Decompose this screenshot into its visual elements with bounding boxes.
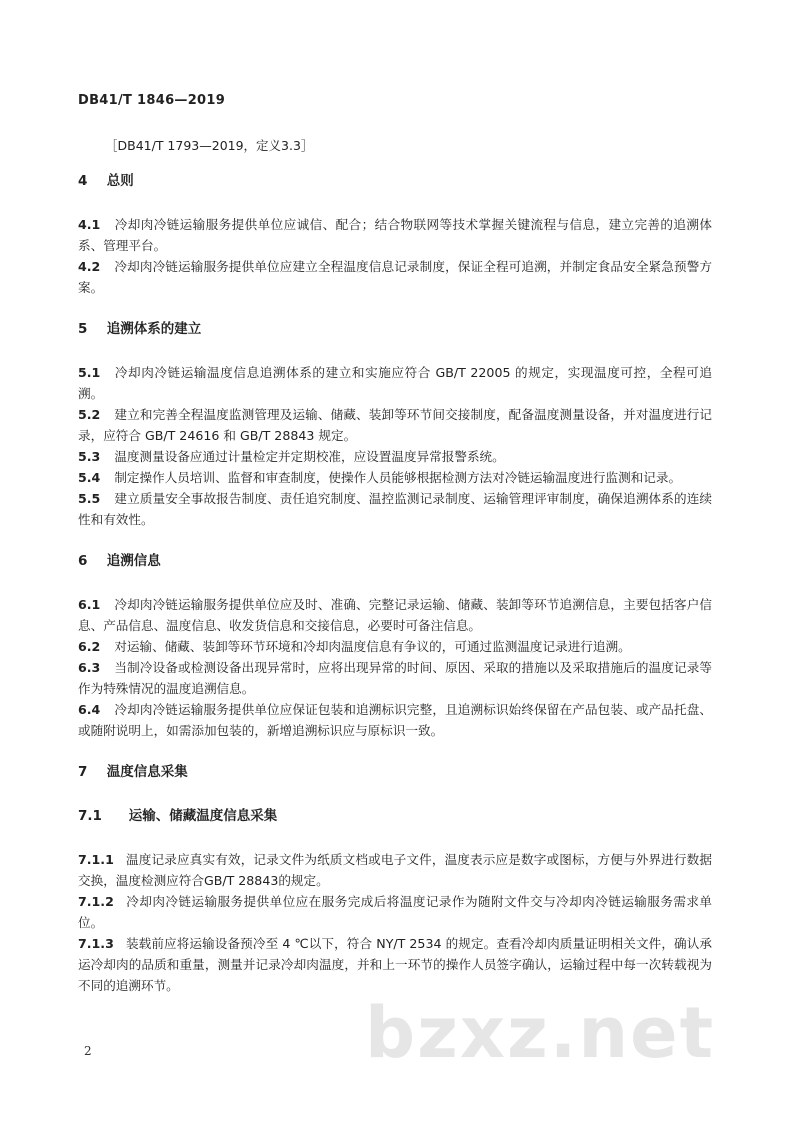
watermark: bzxz.net — [365, 992, 716, 1074]
page-number: 2 — [84, 1044, 92, 1058]
section-title: 追溯体系的建立 — [106, 321, 202, 337]
section-number: 7.1 — [78, 808, 102, 824]
section-heading-7-1 — [78, 805, 712, 827]
section-number: 6 — [78, 553, 88, 569]
clause-4-1: 4.1 冷却肉冷链运输服务提供单位应诚信、配合；结合物联网等技术掌握关键流程与信息，建立完善的追溯体系、管理平台。 — [78, 217, 712, 253]
clause-6-1: 6.1 冷却肉冷链运输服务提供单位应及时、准确、完整记录运输、储藏、装卸等环节追溯信息，主要包括客户信息、产品信息、温度信息、收发货信息和交接信息，必要时可备注信息。 — [78, 597, 712, 633]
clause-7-1-3: 7.1.3 装载前应将运输设备预冷至 4 ℃以下，符合 NY/T 2534 的规定。查看冷却肉质量证明相关文件，确认承运冷却肉的品质和重量，测量并记录冷却肉温度，并和上一环节的操作人员签字确认，运输过程中每一次转载视为不同的追溯环节。 — [78, 936, 712, 993]
document-code: DB41/T 1846—2019 — [78, 93, 226, 108]
section-heading-7 — [78, 761, 712, 783]
clause-7-1-2: 7.1.2 冷却肉冷链运输服务提供单位应在服务完成后将温度记录作为随附文件交与冷却肉冷链运输服务需求单位。 — [78, 894, 712, 930]
section-title: 追溯信息 — [106, 553, 161, 569]
definition-reference: ［DB41/T 1793—2019，定义3.3］ — [105, 138, 314, 153]
clause-5-3: 5.3 温度测量设备应通过计量检定并定期校准，应设置温度异常报警系统。 — [78, 449, 505, 464]
section-heading-6 — [78, 550, 712, 572]
section-title: 温度信息采集 — [106, 764, 188, 780]
document-body — [78, 170, 712, 996]
clause-5-1: 5.1 冷却肉冷链运输温度信息追溯体系的建立和实施应符合 GB/T 22005 的规定，实现温度可控，全程可追溯。 — [78, 365, 712, 401]
section-title: 总则 — [106, 173, 134, 189]
section-number: 7 — [78, 764, 88, 780]
clause-5-5: 5.5 建立质量安全事故报告制度、责任追究制度、温控监测记录制度、运输管理评审制度，确保追溯体系的连续性和有效性。 — [78, 491, 712, 527]
clause-5-4: 5.4 制定操作人员培训、监督和审查制度，使操作人员能够根据检测方法对冷链运输温度进行监测和记录。 — [78, 470, 682, 485]
clause-6-3: 6.3 当制冷设备或检测设备出现异常时，应将出现异常的时间、原因、采取的措施以及采取措施后的温度记录等作为特殊情况的温度追溯信息。 — [78, 660, 712, 696]
section-title: 运输、储藏温度信息采集 — [128, 808, 278, 824]
clause-7-1-1: 7.1.1 温度记录应真实有效，记录文件为纸质文档或电子文件，温度表示应是数字或图标，方便与外界进行数据交换，温度检测应符合GB/T 28843的规定。 — [78, 852, 712, 888]
clause-6-2: 6.2 对运输、储藏、装卸等环节环境和冷却肉温度信息有争议的，可通过监测温度记录进行追溯。 — [78, 639, 631, 654]
clause-6-4: 6.4 冷却肉冷链运输服务提供单位应保证包装和追溯标识完整，且追溯标识始终保留在产品包装、或产品托盘、或随附说明上，如需添加包装的，新增追溯标识应与原标识一致。 — [78, 702, 712, 738]
section-number: 4 — [78, 173, 88, 189]
clause-4-2: 4.2 冷却肉冷链运输服务提供单位应建立全程温度信息记录制度，保证全程可追溯，并制定食品安全紧急预警方案。 — [78, 259, 712, 295]
section-heading-5 — [78, 318, 712, 340]
section-number: 5 — [78, 321, 88, 337]
clause-5-2: 5.2 建立和完善全程温度监测管理及运输、储藏、装卸等环节间交接制度，配备温度测量设备，并对温度进行记录，应符合 GB/T 24616 和 GB/T 28843 规定。 — [78, 407, 712, 443]
section-heading-4 — [78, 170, 712, 192]
